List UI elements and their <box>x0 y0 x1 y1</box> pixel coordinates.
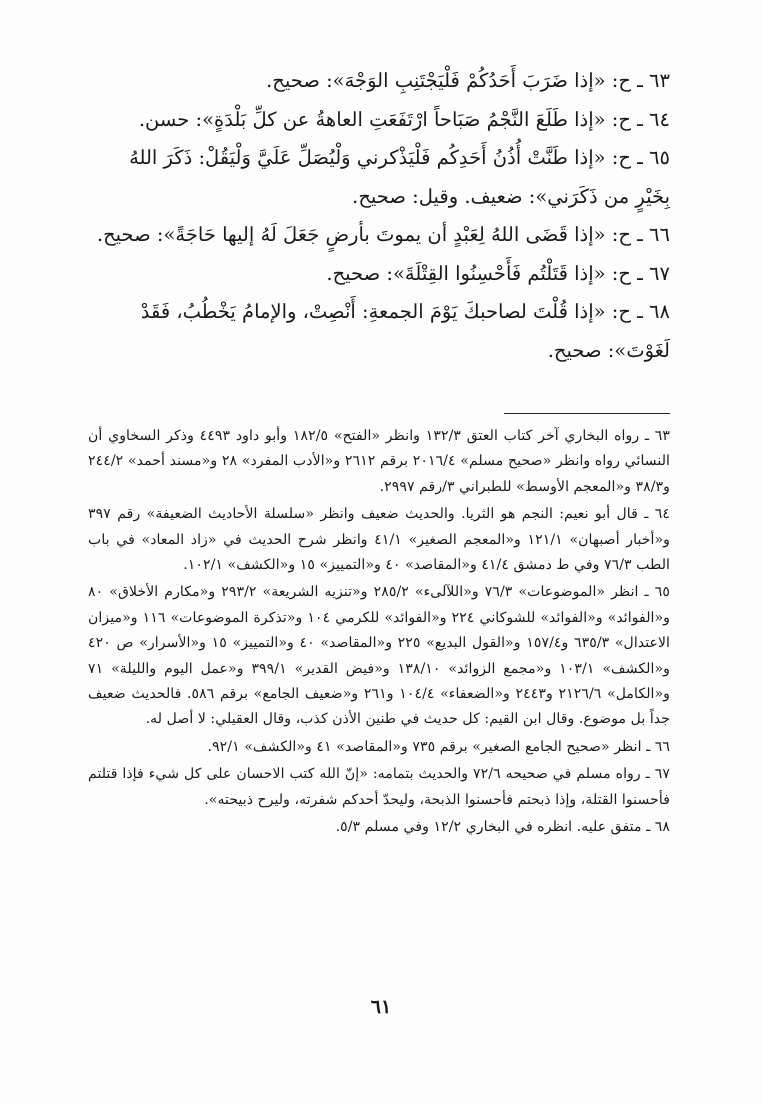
hadith-68: ٦٨ ـ ح: «إذا قُلْتَ لصاحبكَ يَوْمَ الجمعةِ: أَنْصِتْ، والإمامُ يَخْطُبُ، فَقَدْ لَغَوْتَ»: صحيح. <box>140 300 670 362</box>
footnote-66: ٦٦ ـ انظر «صحيح الجامع الصغير» برقم ٧٣٥ و«المقاصد» ٤١ و«الكشف» ٩٢/١. <box>207 738 670 755</box>
footnote-67: ٦٧ ـ رواه مسلم في صحيحه ٧٢/٦ والحديث بتمامه: «إنّ الله كتب الاحسان على كل شيء فإذا قتلتم فأحسنوا القتلة، وإذا ذبحتم فأحسنوا الذبحة، وليحدّ أحدكم شفرته، وليرح ذبيحته». <box>88 766 671 808</box>
footnote-65: ٦٥ ـ انظر «الموضوعات» ٧٦/٣ و«اللآلىء» ٢٨٥/٢ و«تنزيه الشريعة» ٢٩٣/٢ و«مكارم الأخلاق» ٨٠ و«الفوائد» و«الفوائد» للشوكاني ٢٢٤ و«الفوائد» للكرمي ١٠٤ و«تذكرة الموضوعات» ١١٦ و«ميزان الاعتدال» ٦٣٥/٣ و١٥٧/٤ و«القول البديع» ٢٢٥ و«المقاصد» ٤٠ و«التمييز» ١٥ و«الأسرار» ص ٤٢٠ و«الكشف» ١٠٣/١ و«مجمع الزوائد» ١٣٨/١٠ و«فيض القدير» ٣٩٩/١ و«عمل اليوم والليلة» ٧١ و«الكامل» ٢١٢٦/٦ و٢٤٤٣ و«الضعفاء» ١٠٤/٤ و٢٦١ و«ضعيف الجامع» برقم ٥٨٦. فالحديث ضعيف جداً بل موضوع. وقال ابن القيم: كل حديث في طنين الأذن كذب، وقال العقيلي: لا أصل له. <box>88 584 670 728</box>
hadith-list <box>90 62 670 370</box>
footnotes <box>88 424 670 843</box>
hadith-65: ٦٥ ـ ح: «إذا طَنَّتْ أُذُنُ أَحَدِكُم فَلْيَذْكرني وَلْيُصَلِّ عَلَيَّ وَلْيَقُلْ: ذَكَرَ اللهُ بِخَيْرٍ من ذَكَرَني»: ضعيف. وقيل: صحيح. <box>129 146 670 208</box>
footnote-64: ٦٤ ـ قال أبو نعيم: النجم هو الثريا. والحديث ضعيف وانظر «سلسلة الأحاديث الضعيفة» رقم ٣٩٧ و«أخبار أصبهان» ١٢١/١ و«المعجم الصغير» ٤١/١ وانظر شرح الحديث في «زاد المعاد» في باب الطب ٧٦/٣ وفي ط دمشق ٤١/٤ و«المقاصد» ٤٠ و«التمييز» ١٥ و«الكشف» ١٠٢/١. <box>88 506 670 574</box>
hadith-63: ٦٣ ـ ح: «إذا ضَرَبَ أَحَدُكُمْ فَلْيَجْتَنِبِ الوَجْهَ»: صحيح. <box>266 69 670 92</box>
hadith-64: ٦٤ ـ ح: «إذا طَلَعَ النَّجْمُ صَبَاحاً ارْتَفَعَتِ العاهةُ عن كلِّ بَلْدَةٍ»: حسن. <box>138 107 670 131</box>
page-number: ٦١ <box>370 996 392 1018</box>
hadith-67: ٦٧ ـ ح: «إذا قَتَلْتُم فَأَحْسِنُوا القِتْلَةَ»: صحيح. <box>326 261 670 285</box>
footnote-separator <box>504 413 670 414</box>
hadith-66: ٦٦ ـ ح: «إذا قَضَى اللهُ لِعَبْدٍ أن يموتَ بأرضٍ جَعَلَ لَهُ إليها حَاجَةً»: صحيح. <box>96 223 670 246</box>
footnote-63: ٦٣ ـ رواه البخاري آخر كتاب العتق ١٣٢/٣ وانظر «الفتح» ١٨٢/٥ وأبو داود ٤٤٩٣ وذكر السخاوي أن النسائي رواه وانظر «صحيح مسلم» ٢٠١٦/٤ برقم ٢٦١٢ و«الأدب المفرد» ٢٨ و«مسند أحمد» ٢٤٤/٢ و٣٨/٣ و«المعجم الأوسط» للطبراني ٣/رقم ٢٩٩٧. <box>88 428 671 495</box>
footnote-68: ٦٨ ـ متفق عليه. انظره في البخاري ١٢/٢ وفي مسلم ٥/٣. <box>335 819 670 836</box>
